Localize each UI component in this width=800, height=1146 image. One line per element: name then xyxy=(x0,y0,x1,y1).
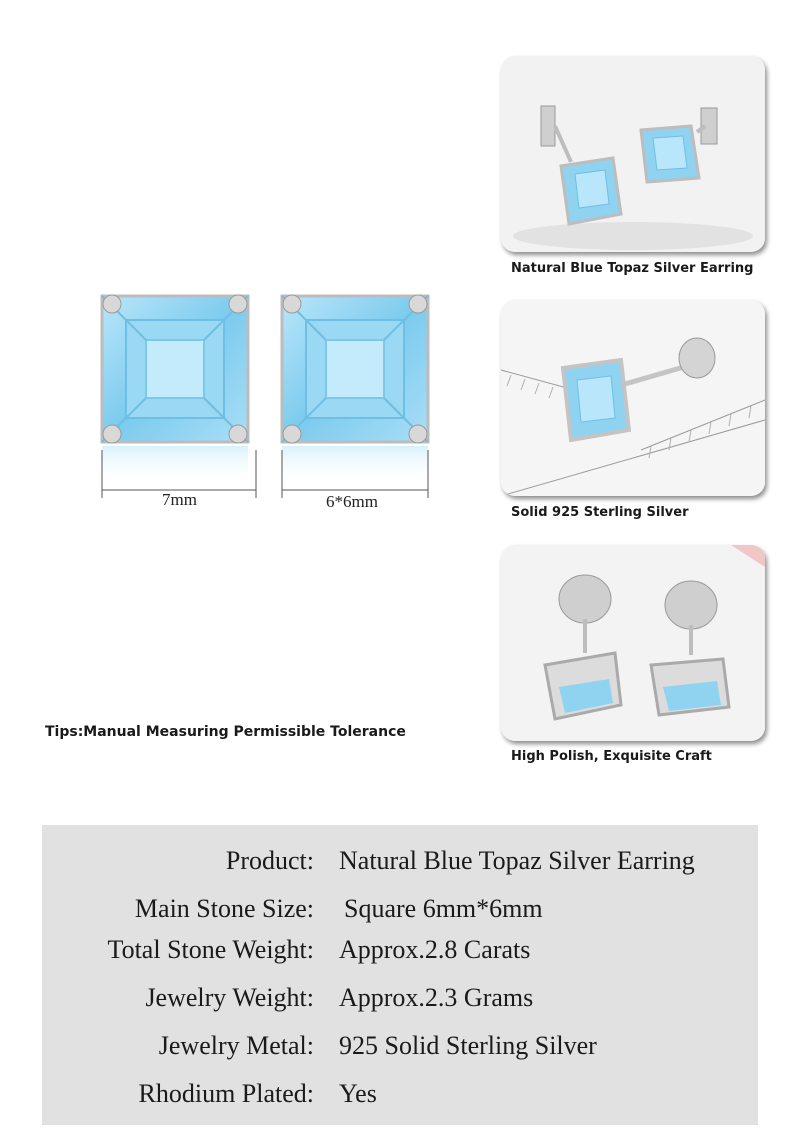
spec-key: Jewelry Weight: xyxy=(145,983,314,1012)
earring-pair-photo xyxy=(501,56,765,252)
spec-key: Product: xyxy=(225,846,314,875)
spec-value: Natural Blue Topaz Silver Earring xyxy=(339,846,695,875)
dimension-label-left: 7mm xyxy=(162,490,197,509)
earrings-illustration xyxy=(90,280,450,520)
gallery-photo-1[interactable] xyxy=(501,56,765,252)
specifications-panel xyxy=(42,825,758,1125)
dimension-label-right: 6*6mm xyxy=(326,492,378,511)
spec-key: Total Stone Weight: xyxy=(107,935,314,964)
spec-key: Rhodium Plated: xyxy=(138,1079,314,1108)
spec-value: Square 6mm*6mm xyxy=(344,894,543,923)
earring-ruler-photo xyxy=(501,300,765,496)
spec-value: Approx.2.8 Carats xyxy=(339,935,531,964)
earring-back-photo xyxy=(501,545,765,741)
gallery-caption-2: Solid 925 Sterling Silver xyxy=(511,505,689,520)
left-earring xyxy=(102,295,248,484)
spec-row-main-stone-size xyxy=(42,894,758,934)
right-earring xyxy=(282,295,428,484)
spec-row-total-stone-weight xyxy=(42,935,758,975)
spec-row-product xyxy=(42,846,758,886)
spec-key: Jewelry Metal: xyxy=(158,1031,314,1060)
spec-row-rhodium-plated xyxy=(42,1079,758,1119)
spec-value: 925 Solid Sterling Silver xyxy=(339,1031,597,1060)
spec-key: Main Stone Size: xyxy=(134,894,314,923)
main-product-photo xyxy=(90,280,450,520)
gallery-photo-3[interactable] xyxy=(501,545,765,741)
spec-row-jewelry-metal xyxy=(42,1031,758,1071)
spec-value: Approx.2.3 Grams xyxy=(339,983,534,1012)
spec-row-jewelry-weight xyxy=(42,983,758,1023)
gallery-photo-2[interactable] xyxy=(501,300,765,496)
spec-value: Yes xyxy=(339,1079,377,1108)
tips-text: Tips:Manual Measuring Permissible Tolerance xyxy=(45,724,406,740)
gallery-caption-3: High Polish, Exquisite Craft xyxy=(511,749,712,764)
gallery-caption-1: Natural Blue Topaz Silver Earring xyxy=(511,261,754,276)
